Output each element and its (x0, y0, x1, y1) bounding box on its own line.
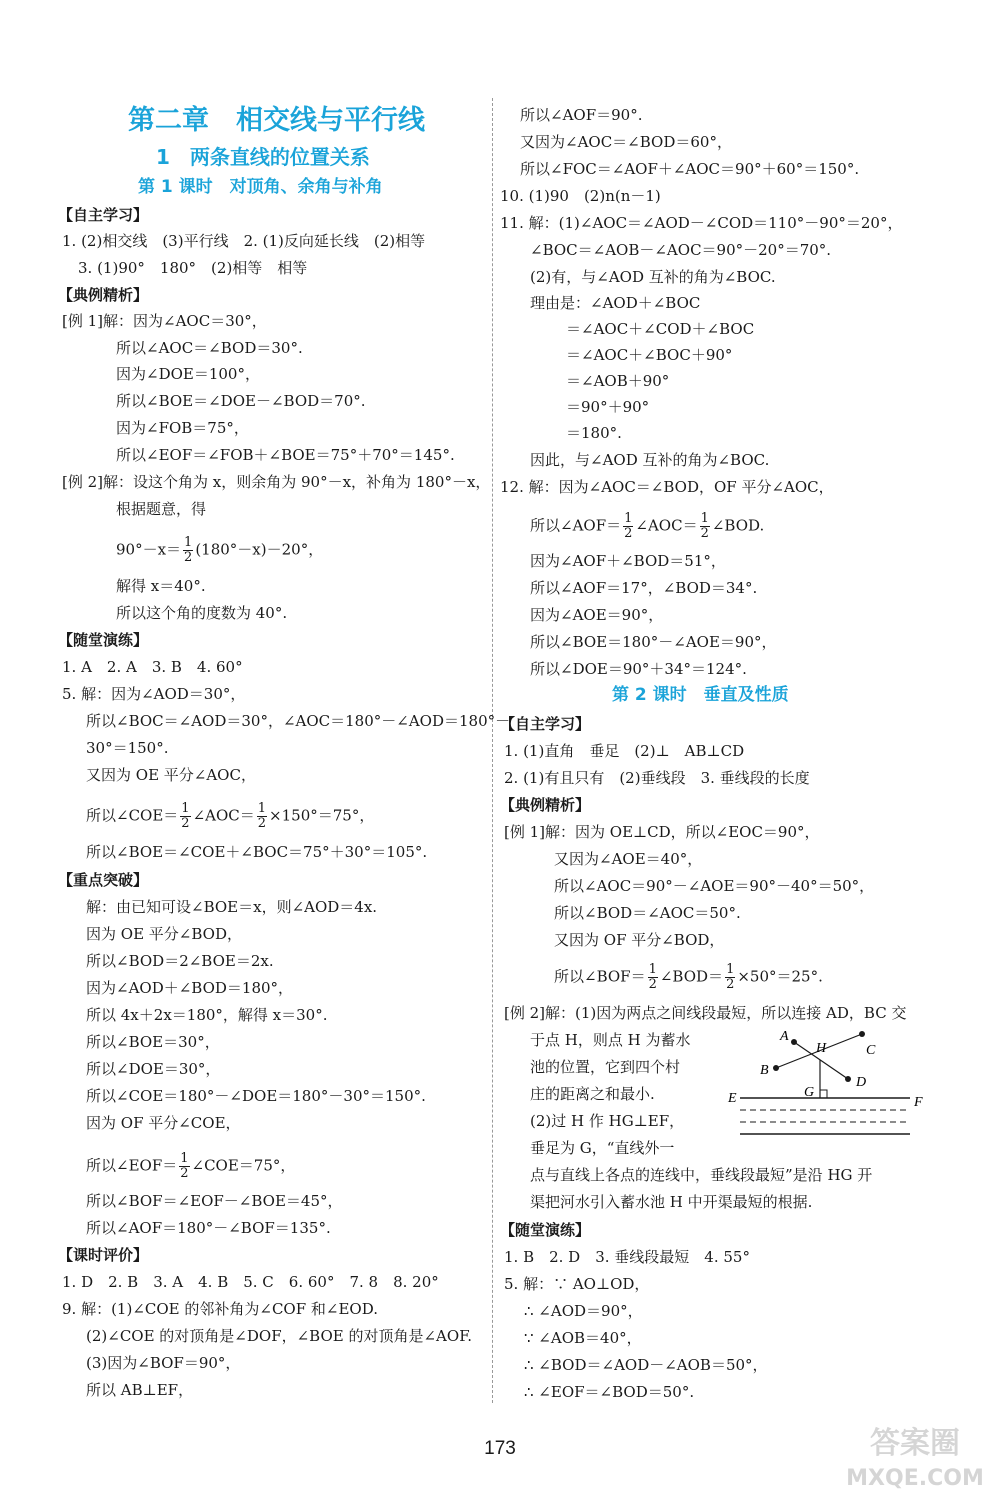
watermark-logo (840, 1415, 990, 1495)
answer-line: 池的位置，它到四个村 (530, 1058, 681, 1076)
equation-part: ×150°＝75°， (269, 806, 375, 825)
heading-examples: 【典例精析】 (500, 796, 591, 814)
answer-line: ＝180°. (566, 424, 622, 442)
answer-line: ∠BOC＝∠AOB－∠AOC＝90°－20°＝70°. (530, 241, 832, 259)
equation-part: (180°－x)－20°， (195, 540, 324, 559)
answer-line: 渠把河水引入蓄水池 H 中开渠最短的根据. (530, 1193, 813, 1211)
answer-line: 1. D 2. B 3. A 4. B 5. C 6. 60° 7. 8 8. 20° (62, 1273, 439, 1291)
point-label-e: E (728, 1091, 737, 1106)
answer-line: 因为∠AOF＋∠BOD＝51°， (530, 552, 726, 570)
equation-part: 90°－x＝ (116, 540, 182, 559)
answer-line: ＝∠AOC＋∠BOC＋90° (566, 346, 733, 364)
answer-line: 所以 AB⊥EF， (86, 1381, 194, 1399)
answer-line: 30°＝150°. (86, 739, 169, 757)
fraction-one-half: $\frac{1}{2}$ (181, 801, 190, 831)
answer-line: 所以∠BOD＝∠AOC＝50°. (554, 904, 741, 922)
answer-line: 5. 解：因为∠AOD＝30°， (62, 685, 246, 703)
answer-line: ＝∠AOC＋∠COD＋∠BOC (566, 320, 755, 338)
answer-line: [例 2]解：(1)因为两点之间线段最短，所以连接 AD，BC 交 (504, 1004, 907, 1022)
equation-line (116, 536, 323, 565)
answer-line: (2)过 H 作 HG⊥EF， (530, 1112, 685, 1130)
answer-line: 因为∠AOE＝90°， (530, 606, 664, 624)
answer-line: 解得 x＝40°. (116, 577, 206, 595)
equation-line (86, 802, 374, 831)
answer-line: 所以∠EOF＝∠FOB＋∠BOE＝75°＋70°＝145°. (116, 446, 455, 464)
answer-line: 所以∠BOE＝180°－∠AOE＝90°， (530, 633, 777, 651)
answer-line: 解：由已知可设∠BOE＝x，则∠AOD＝4x. (86, 898, 378, 916)
answer-line: 因为 OF 平分∠COE， (86, 1114, 241, 1132)
answer-line: 所以∠BOF＝∠EOF－∠BOE＝45°， (86, 1192, 343, 1210)
fraction-one-half: $\frac{1}{2}$ (184, 535, 193, 565)
answer-line: 点与直线上各点的连线中，垂线段最短”是沿 HG 开 (530, 1166, 873, 1184)
answer-line: 所以∠BOE＝30°， (86, 1033, 220, 1051)
equation-part: 所以∠EOF＝ (86, 1156, 178, 1175)
answer-line: 垂足为 G，“直线外一 (530, 1139, 675, 1157)
answer-line: ∴ ∠AOD＝90°， (524, 1302, 643, 1320)
heading-evaluation: 【课时评价】 (58, 1246, 149, 1264)
answer-line: (2)∠COE 的对顶角是∠DOF，∠BOE 的对顶角是∠AOF. (86, 1327, 473, 1345)
answer-line: 所以∠COE＝180°－∠DOE＝180°－30°＝150°. (86, 1087, 426, 1105)
point-label-h: H (816, 1041, 827, 1056)
fraction-one-half: $\frac{1}{2}$ (726, 962, 735, 992)
answer-line: ＝∠AOB＋90° (566, 372, 670, 390)
fraction-one-half: $\frac{1}{2}$ (648, 962, 657, 992)
answer-line: 1. (2)相交线 (3)平行线 2. (1)反向延长线 (2)相等 (62, 232, 426, 250)
equation-part: ∠AOC＝ (635, 516, 698, 535)
answer-line: ＝90°＋90° (566, 398, 650, 416)
equation-part: ∠AOC＝ (192, 806, 255, 825)
answer-line: 所以∠AOC＝∠BOD＝30°. (116, 339, 303, 357)
answer-line: (2)有，与∠AOD 互补的角为∠BOC. (530, 268, 776, 286)
answer-line: 所以∠DOE＝30°， (86, 1060, 221, 1078)
answer-line: 2. (1)有且只有 (2)垂线段 3. 垂线段的长度 (504, 769, 810, 787)
lesson-title: 第 1 课时 对顶角、余角与补角 (138, 177, 383, 197)
heading-practice: 【随堂演练】 (500, 1221, 591, 1239)
equation-part: ×50°＝25°. (737, 967, 823, 986)
answer-line: 10. (1)90 (2)n(n－1) (500, 187, 661, 205)
page-number: 173 (484, 1438, 516, 1459)
answer-line: 根据题意，得 (116, 500, 207, 518)
answer-line: 因此，与∠AOD 互补的角为∠BOC. (530, 451, 770, 469)
point-label-a: A (780, 1029, 789, 1044)
answer-line: 所以这个角的度数为 40°. (116, 604, 288, 622)
answer-line: 所以∠AOC＝90°－∠AOE＝90°－40°＝50°， (554, 877, 875, 895)
equation-part: 所以∠BOF＝ (554, 967, 646, 986)
equation-line (554, 963, 823, 992)
point-label-b: B (760, 1063, 769, 1078)
answer-line: 理由是：∠AOD＋∠BOC (530, 294, 701, 312)
heading-self-study: 【自主学习】 (500, 715, 591, 733)
answer-line: 所以∠AOF＝17°，∠BOD＝34°. (530, 579, 758, 597)
answer-line: [例 2]解：设这个角为 x，则余角为 90°－x，补角为 180°－x， (62, 473, 491, 491)
answer-line: ∴ ∠BOD＝∠AOD－∠AOB＝50°， (524, 1356, 768, 1374)
watermark-top: 答案圈 (870, 1426, 960, 1461)
lesson-title: 第 2 课时 垂直及性质 (612, 685, 789, 705)
answer-line: 3. (1)90° 180° (2)相等 相等 (78, 259, 308, 277)
answer-line: ∵ ∠AOB＝40°， (524, 1329, 642, 1347)
fraction-one-half: $\frac{1}{2}$ (624, 511, 633, 541)
answer-line: 所以∠FOC＝∠AOF＋∠AOC＝90°＋60°＝150°. (520, 160, 860, 178)
equation-part: 所以∠COE＝ (86, 806, 179, 825)
answer-line: 所以 4x＋2x＝180°，解得 x＝30°. (86, 1006, 328, 1024)
fraction-one-half: $\frac{1}{2}$ (180, 1151, 189, 1181)
answer-line: 11. 解：(1)∠AOC＝∠AOD－∠COD＝110°－90°＝20°， (500, 214, 903, 232)
answer-line: [例 1]解：因为∠AOC＝30°， (62, 312, 267, 330)
point-label-g: G (804, 1085, 815, 1100)
equation-part: ∠COE＝75°， (191, 1156, 296, 1175)
answer-line: 所以∠BOC＝∠AOD＝30°，∠AOC＝180°－∠AOD＝180°－ (86, 712, 511, 730)
heading-self-study: 【自主学习】 (58, 206, 149, 224)
reservoir-figure (726, 1024, 936, 1146)
section-title: 1 两条直线的位置关系 (156, 145, 370, 169)
watermark-bottom: MXQE.COM (846, 1466, 984, 1491)
answer-line: 所以∠DOE＝90°＋34°＝124°. (530, 660, 747, 678)
answer-line: 所以∠AOF＝180°－∠BOF＝135°. (86, 1219, 331, 1237)
answer-line: 于点 H，则点 H 为蓄水 (530, 1031, 691, 1049)
equation-part: 所以∠AOF＝ (530, 516, 622, 535)
answer-line: 因为∠AOD＋∠BOD＝180°， (86, 979, 294, 997)
point-label-d: D (856, 1075, 867, 1090)
answer-line: 1. (1)直角 垂足 (2)⊥ AB⊥CD (504, 742, 745, 760)
equation-part: ∠BOD. (711, 516, 765, 535)
answer-line: 1. B 2. D 3. 垂线段最短 4. 55° (504, 1248, 750, 1266)
answer-line: 9. 解：(1)∠COE 的邻补角为∠COF 和∠EOD. (62, 1300, 378, 1318)
heading-practice: 【随堂演练】 (58, 631, 149, 649)
answer-line: [例 1]解：因为 OE⊥CD，所以∠EOC＝90°， (504, 823, 820, 841)
answer-line: 所以∠BOD＝2∠BOE＝2x. (86, 952, 274, 970)
answer-line: 又因为 OF 平分∠BOD， (554, 931, 725, 949)
answer-line: 庄的距离之和最小. (530, 1085, 655, 1103)
answer-line: 又因为∠AOE＝40°， (554, 850, 703, 868)
answer-line: ∴ ∠EOF＝∠BOD＝50°. (524, 1383, 695, 1401)
answer-line: 所以∠AOF＝90°. (520, 106, 643, 124)
equation-line (86, 1152, 295, 1181)
answer-line: 1. A 2. A 3. B 4. 60° (62, 658, 243, 676)
answer-line: 因为∠DOE＝100°， (116, 365, 260, 383)
answer-line: 因为 OE 平分∠BOD， (86, 925, 242, 943)
answer-line: 又因为 OE 平分∠AOC， (86, 766, 256, 784)
heading-key-points: 【重点突破】 (58, 871, 149, 889)
answer-line: 12. 解：因为∠AOC＝∠BOD，OF 平分∠AOC， (500, 478, 834, 496)
heading-examples: 【典例精析】 (58, 286, 149, 304)
answer-line: (3)因为∠BOF＝90°， (86, 1354, 241, 1372)
column-divider (492, 98, 493, 1403)
answer-line: 所以∠BOE＝∠COE＋∠BOC＝75°＋30°＝105°. (86, 843, 428, 861)
equation-line (530, 512, 764, 541)
fraction-one-half: $\frac{1}{2}$ (257, 801, 267, 831)
point-label-f: F (914, 1095, 923, 1110)
answer-line: 5. 解：∵ AO⊥OD， (504, 1275, 650, 1293)
answer-line: 所以∠BOE＝∠DOE－∠BOD＝70°. (116, 392, 366, 410)
answer-line: 因为∠FOB＝75°， (116, 419, 249, 437)
answer-line: 又因为∠AOC＝∠BOD＝60°， (520, 133, 732, 151)
point-label-c: C (866, 1043, 876, 1058)
chapter-title: 第二章 相交线与平行线 (128, 105, 425, 136)
equation-part: ∠BOD＝ (659, 967, 724, 986)
fraction-one-half: $\frac{1}{2}$ (700, 511, 709, 541)
